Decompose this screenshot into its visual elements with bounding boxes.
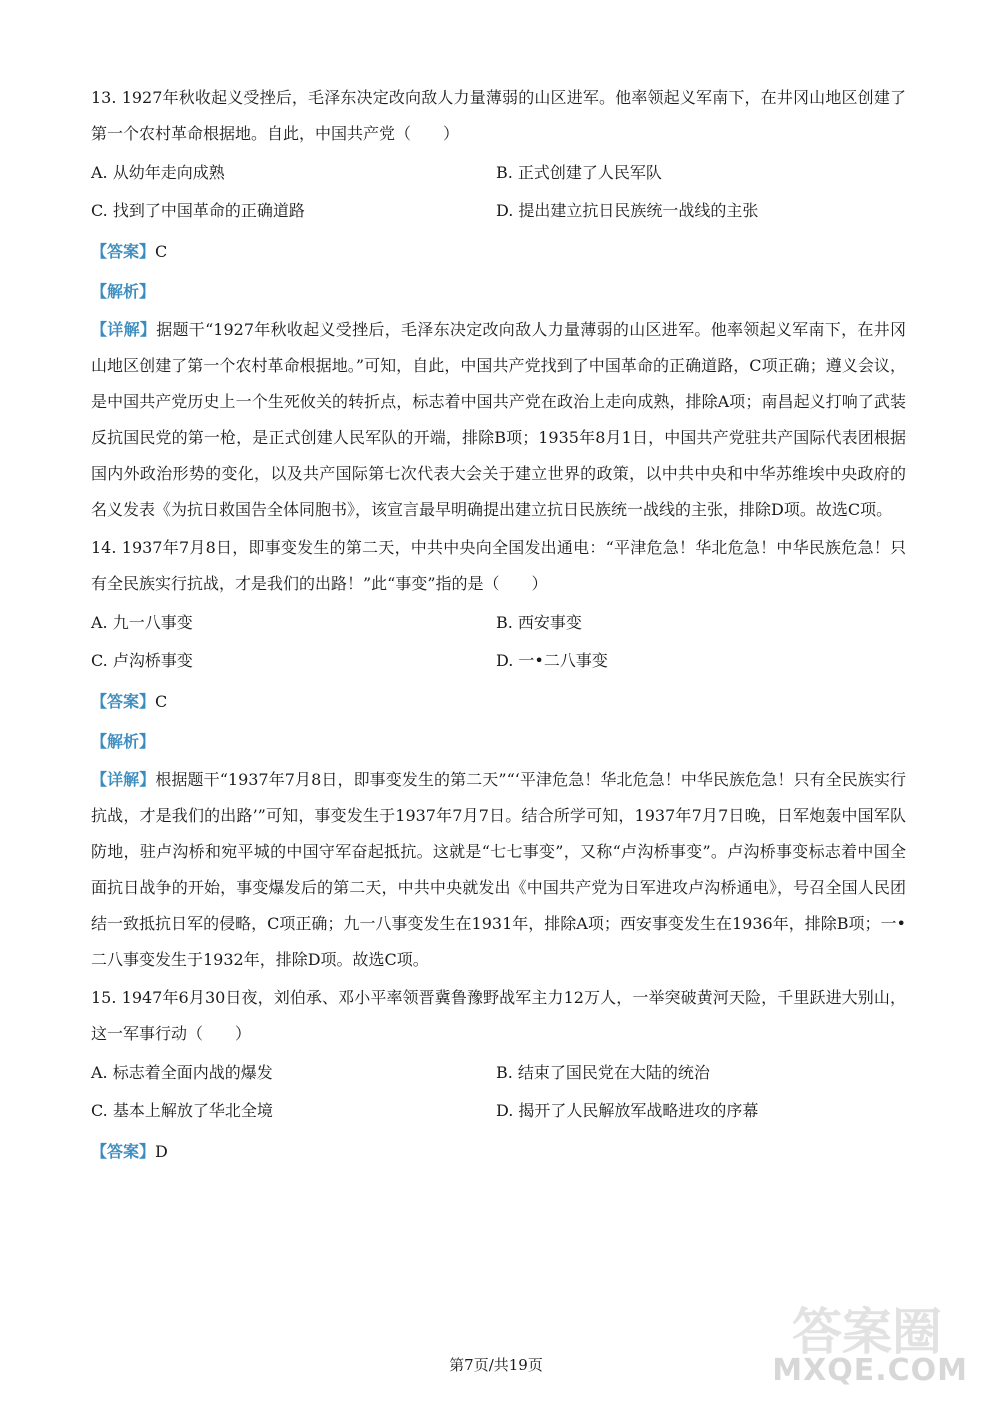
q14-option-c: C. 卢沟桥事变 <box>91 651 193 670</box>
answer-value: C <box>155 242 168 261</box>
detail-text: 据题干“1927年秋收起义受挫后，毛泽东决定改向敌人力量薄弱的山区进军。他率领起义军南下，在井冈山地区创建了第一个农村革命根据地。”可知，自此，中国共产党找到了中国革命的正确道路，C项正确；遵义会议，是中国共产党历史上一个生死攸关的转折点，标志着中国共产党在政治上走向成熟，排除A项；南昌起义打响了武装反抗国民党的第一枪，是正式创建人民军队的开端，排除B项；1935年8月1日，中国共产党驻共产国际代表团根据国内外政治形势的变化，以及共产国际第七次代表大会关于建立世界的政策，以中共中央和中华苏维埃中央政府的名义发表《为抗日救国告全体同胞书》，该宣言最早明确提出建立抗日民族统一战线的主张，排除D项。故选C项。 <box>91 320 906 519</box>
q13-option-b: B. 正式创建了人民军队 <box>496 163 662 182</box>
answer-tag: 【答案】 <box>91 692 156 711</box>
page-number-footer: 第7页/共19页 <box>449 1356 543 1374</box>
answer-tag: 【答案】 <box>91 242 156 261</box>
question-13-stem: 13. 1927年秋收起义受挫后，毛泽东决定改向敌人力量薄弱的山区进军。他率领起义军南下，在井冈山地区创建了第一个农村革命根据地。自此，中国共产党（ ） <box>91 88 906 143</box>
q13-option-d: D. 提出建立抗日民族统一战线的主张 <box>496 201 759 220</box>
watermark-logo: 答案圈 <box>792 1303 942 1361</box>
q13-option-c: C. 找到了中国革命的正确道路 <box>91 201 305 220</box>
q15-option-d: D. 揭开了人民解放军战略进攻的序幕 <box>496 1101 759 1120</box>
question-14-options <box>91 604 906 680</box>
q13-analysis <box>91 272 906 312</box>
answer-tag: 【答案】 <box>91 1142 156 1161</box>
question-15-stem: 15. 1947年6月30日夜，刘伯承、邓小平率领晋冀鲁豫野战军主力12万人，一举突破黄河天险，千里跃进大别山，这一军事行动（ ） <box>91 988 906 1043</box>
q13-answer <box>91 232 906 272</box>
document-page <box>91 78 906 1172</box>
answer-value: D <box>155 1142 168 1161</box>
q13-detail <box>91 312 906 528</box>
q15-option-b: B. 结束了国民党在大陆的统治 <box>496 1063 710 1082</box>
detail-tag: 【详解】 <box>91 770 156 789</box>
detail-text: 根据题干“1937年7月8日，即事变发生的第二天”“‘平津危急！华北危急！中华民族危急！只有全民族实行抗战，才是我们的出路’”可知，事变发生于1937年7月7日。结合所学可知，1937年7月7日晚，日军炮轰中国军队防地，驻卢沟桥和宛平城的中国守军奋起抵抗。这就是“七七事变”，又称“卢沟桥事变”。卢沟桥事变标志着中国全面抗日战争的开始，事变爆发后的第二天，中共中央就发出《中国共产党为日军进攻卢沟桥通电》，号召全国人民团结一致抵抗日军的侵略，C项正确；九一八事变发生在1931年，排除A项；西安事变发生在1936年，排除B项；一•二八事变发生于1932年，排除D项。故选C项。 <box>91 770 906 969</box>
question-14-stem: 14. 1937年7月8日，即事变发生的第二天，中共中央向全国发出通电：“平津危急！华北危急！中华民族危急！只有全民族实行抗战，才是我们的出路！”此“事变”指的是（ ） <box>91 538 906 593</box>
analysis-tag: 【解析】 <box>91 282 156 301</box>
q14-option-b: B. 西安事变 <box>496 613 582 632</box>
watermark-url: MXQE.COM <box>772 1353 968 1388</box>
q15-answer <box>91 1132 906 1172</box>
answer-value: C <box>155 692 168 711</box>
q14-detail <box>91 762 906 978</box>
question-15-options <box>91 1054 906 1130</box>
q14-option-a: A. 九一八事变 <box>91 613 193 632</box>
q15-option-c: C. 基本上解放了华北全境 <box>91 1101 273 1120</box>
q13-option-a: A. 从幼年走向成熟 <box>91 163 225 182</box>
q15-option-a: A. 标志着全面内战的爆发 <box>91 1063 273 1082</box>
q14-option-d: D. 一•二八事变 <box>496 651 608 670</box>
detail-tag: 【详解】 <box>91 320 157 339</box>
q14-analysis <box>91 722 906 762</box>
q14-answer <box>91 682 906 722</box>
question-13-options <box>91 154 906 230</box>
analysis-tag: 【解析】 <box>91 732 156 751</box>
